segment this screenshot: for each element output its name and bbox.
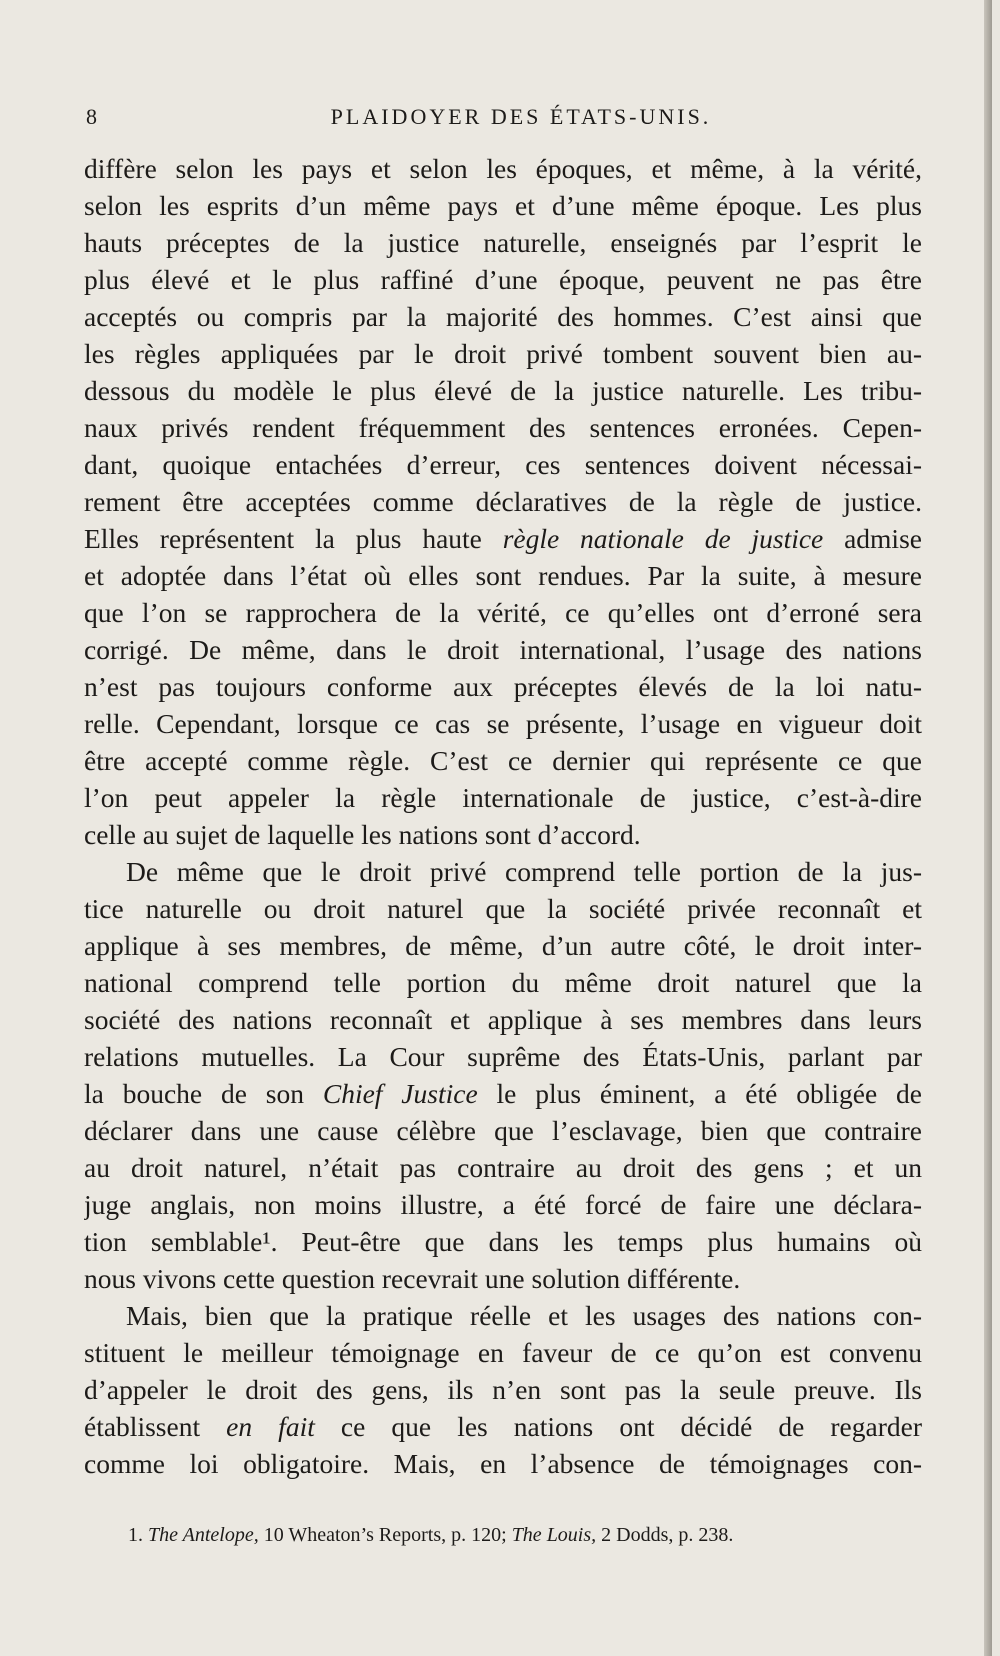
text-line: au droit naturel, n’était pas contraire au droit des gens ; et un	[84, 1152, 922, 1183]
text-line: que l’on se rapprochera de la vérité, ce qu’elles ont d’erroné sera	[84, 597, 922, 628]
text-line: société des nations reconnaît et applique à ses membres dans leurs	[84, 1004, 922, 1035]
line-text: ce que les nations ont décidé de regarder	[314, 1411, 922, 1442]
text-line: stituent le meilleur témoignage en faveur de ce qu’on est convenu	[84, 1337, 922, 1368]
footnote-reference: 10 Wheaton’s Reports, p. 120;	[258, 1524, 512, 1546]
text-line: hauts préceptes de la justice naturelle, enseignés par l’esprit le	[84, 227, 922, 258]
text-line: comme loi obligatoire. Mais, en l’absence de témoignages con-	[84, 1448, 922, 1479]
text-line: acceptés ou compris par la majorité des hommes. C’est ainsi que	[84, 301, 922, 332]
text-line	[84, 1075, 922, 1112]
text-line: être accepté comme règle. C’est ce dernier qui représente ce que	[84, 745, 922, 776]
footnote-case-title: The Louis,	[511, 1524, 597, 1546]
text-line: corrigé. De même, dans le droit international, l’usage des nations	[84, 634, 922, 665]
text-line: tice naturelle ou droit naturel que la société privée reconnaît et	[84, 893, 922, 924]
running-head: PLAIDOYER DES ÉTATS-UNIS.	[330, 104, 712, 129]
italic-phrase: règle nationale de justice	[502, 523, 824, 554]
line-text: admise	[823, 523, 922, 554]
paragraph-start-line: Mais, bien que la pratique réelle et les usages des nations con-	[126, 1300, 922, 1331]
text-line: rement être acceptées comme déclaratives de la règle de justice.	[84, 486, 922, 517]
text-line: dessous du modèle le plus élevé de la justice naturelle. Les tribu-	[84, 375, 922, 406]
text-line: déclarer dans une cause célèbre que l’esclavage, bien que contraire	[84, 1115, 922, 1146]
page-number: 8	[86, 104, 98, 129]
text-line: plus élevé et le plus raffiné d’une époque, peuvent ne pas être	[84, 264, 922, 295]
text-line: et adoptée dans l’état où elles sont rendues. Par la suite, à mesure	[84, 560, 922, 591]
footnote-reference: 2 Dodds, p. 238.	[596, 1524, 734, 1546]
paragraph-end-line: nous vivons cette question recevrait une solution différente.	[84, 1263, 741, 1294]
text-line: national comprend telle portion du même droit naturel que la	[84, 967, 922, 998]
text-line: dant, quoique entachées d’erreur, ces sentences doivent nécessai-	[84, 449, 922, 480]
text-line: applique à ses membres, de même, d’un autre côté, le droit inter-	[84, 930, 922, 961]
page-edge	[984, 0, 992, 1656]
line-text: établissent	[84, 1411, 227, 1442]
text-line: tion semblable¹. Peut-être que dans les temps plus humains où	[84, 1226, 922, 1257]
text-line: n’est pas toujours conforme aux préceptes élevés de la loi natu-	[84, 671, 922, 702]
text-line: diffère selon les pays et selon les époques, et même, à la vérité,	[84, 153, 922, 184]
italic-phrase: Chief Justice	[322, 1078, 478, 1109]
paragraph-start-line: De même que le droit privé comprend telle portion de la jus-	[126, 856, 922, 887]
text-line: selon les esprits d’un même pays et d’une même époque. Les plus	[84, 190, 922, 221]
text-line: naux privés rendent fréquemment des sentences erronées. Cepen-	[84, 412, 922, 443]
footnote	[128, 1520, 888, 1550]
text-line: l’on peut appeler la règle internationale de justice, c’est-à-dire	[84, 782, 922, 813]
text-line	[84, 520, 922, 557]
text-line: juge anglais, non moins illustre, a été forcé de faire une déclara-	[84, 1189, 922, 1220]
text-line: d’appeler le droit des gens, ils n’en sont pas la seule preuve. Ils	[84, 1374, 922, 1405]
italic-phrase: en fait	[226, 1411, 315, 1442]
line-text: Elles représentent la plus haute	[84, 523, 503, 554]
text-line	[84, 1408, 922, 1445]
page-header	[86, 98, 926, 138]
line-text: la bouche de son	[84, 1078, 323, 1109]
footnote-marker: 1.	[128, 1524, 143, 1546]
line-text: le plus éminent, a été obligée de	[477, 1078, 922, 1109]
paragraph-end-line: celle au sujet de laquelle les nations sont d’accord.	[84, 819, 641, 850]
text-line: les règles appliquées par le droit privé tombent souvent bien au-	[84, 338, 922, 369]
footnote-case-title: The Antelope,	[148, 1524, 259, 1546]
text-line: relations mutuelles. La Cour suprême des États-Unis, parlant par	[84, 1041, 922, 1072]
body-text	[84, 150, 922, 1482]
text-line: relle. Cependant, lorsque ce cas se présente, l’usage en vigueur doit	[84, 708, 922, 739]
